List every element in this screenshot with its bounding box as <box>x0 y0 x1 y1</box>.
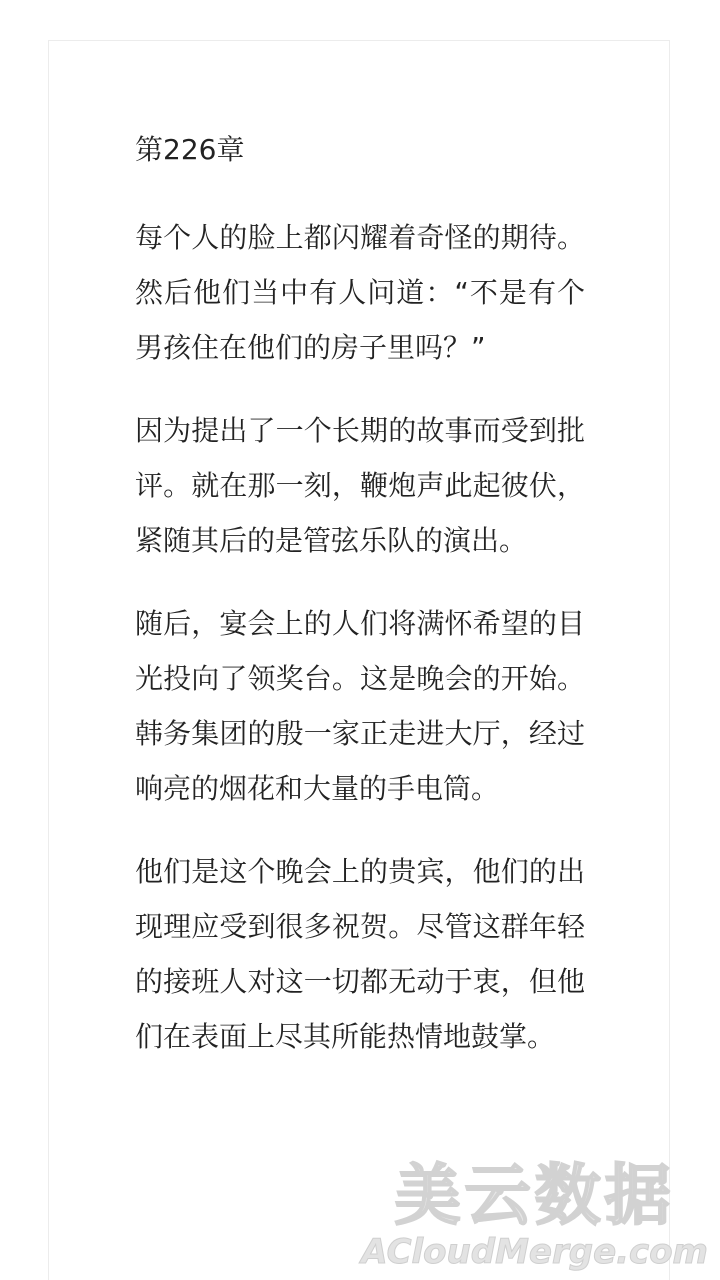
paragraph-2: 因为提出了一个长期的故事而受到批评。就在那一刻，鞭炮声此起彼伏，紧随其后的是管弦乐队的演出。 <box>135 414 585 557</box>
paragraph-4: 他们是这个晚会上的贵宾，他们的出现理应受到很多祝贺。尽管这群年轻的接班人对这一切都无动于衷，但他们在表面上尽其所能热情地鼓掌。 <box>135 855 585 1053</box>
paragraph-3: 随后，宴会上的人们将满怀希望的目光投向了领奖台。这是晚会的开始。韩务集团的殷一家正走进大厅，经过响亮的烟花和大量的手电筒。 <box>135 607 585 805</box>
chapter-body <box>135 210 585 1092</box>
watermark-en: ACloudMerge.com <box>361 1232 708 1272</box>
chapter-title: 第226章 <box>135 133 245 166</box>
watermark-cn: 美云数据 <box>394 1157 675 1234</box>
paragraph-1: 每个人的脸上都闪耀着奇怪的期待。然后他们当中有人问道：“不是有个男孩住在他们的房子里吗？” <box>135 221 585 364</box>
